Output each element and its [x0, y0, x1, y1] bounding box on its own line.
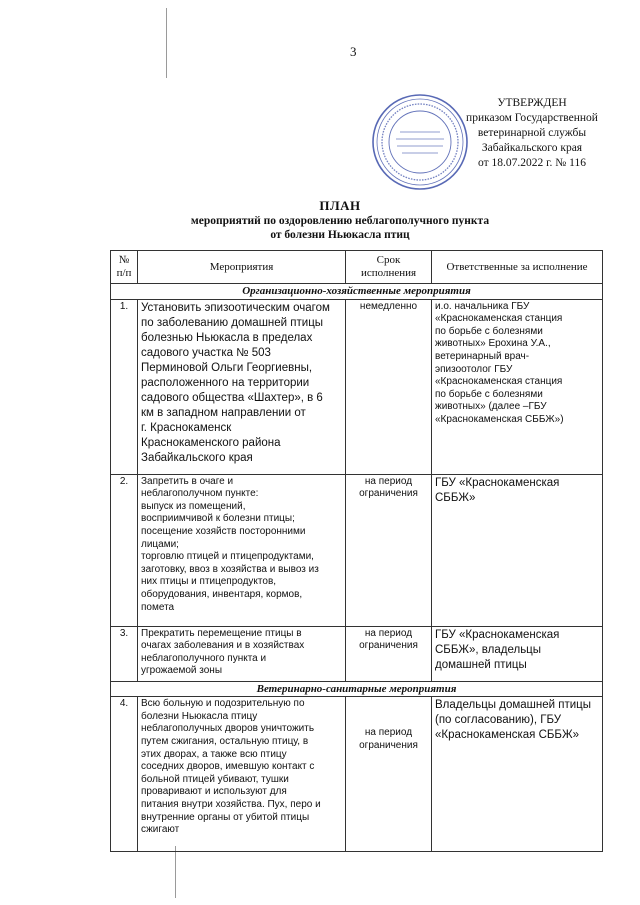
responsible-cell — [432, 697, 603, 852]
measure-line: помета — [141, 601, 175, 613]
measure-line: Всю больную и подозрительную по — [141, 698, 305, 710]
table-row — [111, 697, 603, 852]
responsible-line: по борьбе с болезнями — [435, 325, 543, 337]
approval-line: УТВЕРЖДЕН — [497, 97, 567, 109]
measure-line: садового общества «Шахтер», в 6 — [141, 391, 323, 404]
responsible-cell — [432, 626, 603, 681]
responsible-line: «Краснокаменская СББЖ») — [435, 413, 564, 425]
approval-line: ветеринарной службы — [477, 127, 587, 139]
measure-cell — [138, 474, 346, 626]
measure-line: неблагополучном пункте: — [141, 488, 259, 500]
responsible-line: животных» (далее –ГБУ — [435, 401, 547, 413]
term-line: на период — [364, 475, 413, 487]
measure-line: лицами; — [141, 538, 179, 550]
row-number: 4. — [111, 697, 138, 852]
term-line: на период — [364, 727, 413, 739]
section-title: Ветеринарно-санитарные мероприятия — [111, 681, 603, 697]
responsible-line: СББЖ», владельцы — [435, 643, 542, 656]
table-row — [111, 299, 603, 474]
term-cell — [346, 299, 432, 474]
responsible-line: Владельцы домашней птицы — [435, 699, 592, 712]
measure-cell — [138, 697, 346, 852]
measure-line: Установить эпизоотическим очагом — [141, 301, 330, 314]
measure-line: торговлю птицей и птицепродуктами, — [141, 551, 314, 563]
measure-line: неблагополучного пункта и — [141, 652, 267, 664]
term-line: немедленно — [359, 300, 418, 312]
measure-line: очагах заболевания и в хозяйствах — [141, 640, 305, 652]
title-plan: ПЛАН — [319, 198, 361, 213]
table-header-row — [111, 251, 603, 284]
term-cell — [346, 474, 432, 626]
responsible-line: «Краснокаменская станция — [435, 376, 563, 388]
header-responsible: Ответственные за исполнение — [432, 251, 603, 284]
scan-margin-line-top — [166, 8, 167, 78]
measure-line: восприимчивой к болезни птицы; — [141, 513, 295, 525]
measure-line: Запретить в очаге и — [141, 475, 234, 487]
measure-line: проваривают и используют для — [141, 786, 287, 798]
measure-line: угрожаемой зоны — [141, 665, 223, 677]
responsible-cell — [432, 299, 603, 474]
measure-line: путем сжигания, остальную птицу, в — [141, 735, 309, 747]
table-row — [111, 626, 603, 681]
measure-cell — [138, 626, 346, 681]
measure-line: г. Краснокаменск — [141, 421, 232, 434]
responsible-line: ГБУ «Краснокаменская — [435, 476, 560, 489]
responsible-line: животных» Ерохина У.А., — [435, 338, 551, 350]
row-number: 2. — [111, 474, 138, 626]
responsible-line: домашней птицы — [435, 658, 527, 671]
approval-block — [446, 96, 618, 171]
responsible-line: «Краснокаменская станция — [435, 313, 563, 325]
term-line: ограничения — [359, 640, 418, 652]
responsible-line: эпизоотолог ГБУ — [435, 363, 513, 375]
measure-line: болезни Ньюкасла птицу — [141, 710, 258, 722]
measure-line: Прекратить перемещение птицы в — [141, 627, 302, 639]
responsible-line: ГБУ «Краснокаменская — [435, 628, 560, 641]
section-row — [111, 681, 603, 697]
measure-line: неблагополучных дворов уничтожить — [141, 723, 315, 735]
measure-line: садового участка № 503 — [141, 346, 271, 359]
responsible-line: «Краснокаменская СББЖ» — [435, 729, 579, 742]
measure-line: Забайкальского края — [141, 451, 253, 464]
responsible-line: СББЖ» — [435, 491, 476, 504]
title-line: от болезни Ньюкасла птиц — [270, 229, 410, 241]
term-line: на период — [364, 627, 413, 639]
measure-line: заготовку, ввоз в хозяйства и вывоз из — [141, 563, 319, 575]
measure-line: Перминовой Ольги Георгиевны, — [141, 361, 313, 374]
header-num: № п/п — [111, 251, 138, 284]
measure-line: оборудования, инвентаря, кормов, — [141, 588, 303, 600]
header-term: Срок исполнения — [346, 251, 432, 284]
responsible-cell — [432, 474, 603, 626]
responsible-line: ветеринарный врач- — [435, 350, 530, 362]
page-number: 3 — [350, 44, 357, 59]
term-cell — [346, 697, 432, 852]
measure-line: посещение хозяйств посторонними — [141, 525, 306, 537]
measure-line: этих дворах, а также всю птицу — [141, 748, 287, 760]
row-number: 1. — [111, 299, 138, 474]
measure-line: питания внутри хозяйства. Пух, перо и — [141, 798, 321, 810]
measure-cell — [138, 299, 346, 474]
title-line: мероприятий по оздоровлению неблагополучного пункта — [190, 215, 490, 227]
approval-line: от 18.07.2022 г. № 116 — [478, 157, 586, 169]
responsible-line: (по согласованию), ГБУ — [435, 714, 562, 727]
measure-line: соседних дворов, имевшую контакт с — [141, 761, 315, 773]
measure-line: внутренние органы от убитой птицы — [141, 811, 310, 823]
scan-margin-line-bottom — [175, 846, 176, 898]
measure-line: км в западном направлении от — [141, 406, 306, 419]
responsible-line: и.о. начальника ГБУ — [435, 300, 530, 312]
measures-table — [110, 250, 603, 852]
table-row — [111, 474, 603, 626]
measure-line: выпуск из помещений, — [141, 500, 246, 512]
approval-line: приказом Государственной — [466, 112, 598, 124]
section-title: Организационно-хозяйственные мероприятия — [111, 284, 603, 300]
measure-line: больной птицей убивают, тушки — [141, 773, 289, 785]
approval-line: Забайкальского края — [481, 142, 583, 154]
responsible-line: по борьбе с болезнями — [435, 388, 543, 400]
measure-line: сжигают — [141, 824, 180, 836]
measure-line: болезнью Ньюкасла в пределах — [141, 331, 313, 344]
section-row — [111, 284, 603, 300]
measure-line: них птицы и птицепродуктов, — [141, 576, 277, 588]
row-number: 3. — [111, 626, 138, 681]
term-cell — [346, 626, 432, 681]
header-measures: Мероприятия — [138, 251, 346, 284]
term-line: ограничения — [359, 488, 418, 500]
measure-line: Краснокаменского района — [141, 436, 281, 449]
term-line: ограничения — [359, 739, 418, 751]
measure-line: по заболеванию домашней птицы — [141, 316, 324, 329]
document-title — [180, 198, 500, 242]
measure-line: расположенного на территории — [141, 376, 310, 389]
